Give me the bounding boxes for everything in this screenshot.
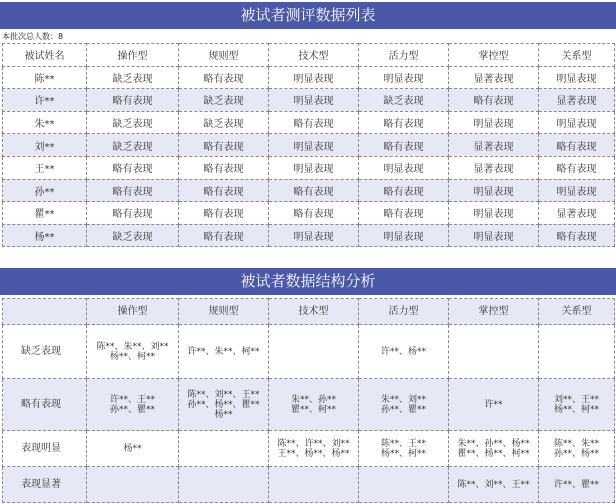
names-cell — [269, 467, 359, 503]
names-cell — [87, 325, 179, 379]
rating-cell: 缺乏表现 — [87, 111, 179, 134]
structure-analysis-title: 被试者数据结构分析 — [0, 268, 616, 295]
column-header: 技术型 — [269, 44, 359, 67]
table-row — [3, 134, 615, 157]
subject-name-cell: 刘** — [3, 134, 87, 157]
analysis-row — [3, 379, 615, 431]
structure-analysis-table — [2, 298, 615, 503]
level-label: 表现显著 — [3, 467, 87, 503]
rating-cell: 略有表现 — [359, 134, 449, 157]
rating-cell: 明显表现 — [449, 179, 539, 202]
subject-names: 杨**、柯** — [109, 351, 155, 362]
table-row — [3, 179, 615, 202]
rating-cell: 略有表现 — [269, 179, 359, 202]
subject-name-cell: 瞿** — [3, 202, 87, 225]
subject-names: 许**、杨** — [380, 346, 426, 357]
rating-cell: 略有表现 — [539, 134, 615, 157]
rating-cell: 略有表现 — [179, 179, 269, 202]
names-cell — [87, 431, 179, 467]
names-cell — [449, 467, 539, 503]
names-cell — [269, 325, 359, 379]
rating-cell: 明显表现 — [359, 66, 449, 89]
rating-cell: 缺乏表现 — [359, 89, 449, 112]
names-cell — [359, 379, 449, 431]
subject-names: 孙**、杨** — [553, 448, 599, 459]
rating-cell: 略有表现 — [449, 89, 539, 112]
column-header: 活力型 — [359, 44, 449, 67]
names-cell — [539, 467, 615, 503]
subject-names: 孙**、瞿** — [109, 404, 155, 415]
subject-name-cell: 许** — [3, 89, 87, 112]
column-header — [3, 299, 87, 325]
subject-names: 孙**、瞿** — [380, 404, 426, 415]
rating-cell: 略有表现 — [359, 202, 449, 225]
subject-names: 杨** — [123, 443, 142, 454]
names-cell — [539, 325, 615, 379]
table-row — [3, 156, 615, 179]
rating-cell: 明显表现 — [269, 134, 359, 157]
rating-cell: 略有表现 — [179, 66, 269, 89]
subject-names: 许**、王** — [109, 394, 155, 405]
table-row — [3, 224, 615, 247]
subject-names: 陈**、王** — [380, 438, 426, 449]
rating-cell: 略有表现 — [87, 202, 179, 225]
table-row — [3, 89, 615, 112]
analysis-row — [3, 325, 615, 379]
subject-names: 瞿**、柯** — [290, 404, 336, 415]
names-cell — [179, 325, 269, 379]
rating-cell: 显著表现 — [449, 134, 539, 157]
column-header: 关系型 — [539, 299, 615, 325]
rating-cell: 略有表现 — [539, 156, 615, 179]
rating-cell: 明显表现 — [449, 224, 539, 247]
names-cell — [179, 379, 269, 431]
names-cell — [449, 379, 539, 431]
table-row — [3, 111, 615, 134]
table-row — [3, 66, 615, 89]
column-header: 活力型 — [359, 299, 449, 325]
subject-name-cell: 王** — [3, 156, 87, 179]
names-cell — [449, 325, 539, 379]
rating-cell: 缺乏表现 — [87, 224, 179, 247]
rating-cell: 略有表现 — [359, 179, 449, 202]
rating-cell: 明显表现 — [449, 202, 539, 225]
total-count-label: 本批次总人数：8 — [2, 32, 64, 41]
rating-cell: 缺乏表现 — [87, 134, 179, 157]
rating-cell: 显著表现 — [449, 66, 539, 89]
analysis-row — [3, 431, 615, 467]
names-cell — [359, 431, 449, 467]
level-label: 缺乏表现 — [3, 325, 87, 379]
column-header: 关系型 — [539, 44, 615, 67]
names-cell — [359, 325, 449, 379]
rating-cell: 明显表现 — [539, 66, 615, 89]
rating-cell: 缺乏表现 — [87, 66, 179, 89]
subject-names: 杨** — [214, 409, 233, 420]
rating-cell: 略有表现 — [179, 202, 269, 225]
rating-cell: 略有表现 — [359, 111, 449, 134]
subject-names: 杨**、柯** — [553, 404, 599, 415]
names-cell — [179, 467, 269, 503]
evaluation-list-title: 被试者测评数据列表 — [0, 2, 616, 29]
analysis-row — [3, 467, 615, 503]
names-cell — [269, 431, 359, 467]
subject-names: 陈**、刘**、王** — [187, 389, 260, 400]
rating-cell: 显著表现 — [539, 202, 615, 225]
rating-cell: 略有表现 — [87, 89, 179, 112]
names-cell — [539, 379, 615, 431]
column-header: 技术型 — [269, 299, 359, 325]
rating-cell: 显著表现 — [539, 89, 615, 112]
level-label: 表现明显 — [3, 431, 87, 467]
names-cell — [449, 431, 539, 467]
subject-names: 许**、朱**、柯** — [187, 346, 260, 357]
names-cell — [87, 379, 179, 431]
rating-cell: 明显表现 — [359, 156, 449, 179]
column-header: 掌控型 — [449, 299, 539, 325]
column-header: 操作型 — [87, 299, 179, 325]
evaluation-data-table — [2, 43, 615, 247]
rating-cell: 略有表现 — [179, 156, 269, 179]
rating-cell: 略有表现 — [179, 224, 269, 247]
subject-names: 杨**、柯** — [380, 448, 426, 459]
subject-name-cell: 杨** — [3, 224, 87, 247]
rating-cell: 略有表现 — [269, 202, 359, 225]
rating-cell: 缺乏表现 — [179, 111, 269, 134]
table-row — [3, 202, 615, 225]
names-cell — [179, 431, 269, 467]
subject-names: 陈**、朱**、刘** — [96, 341, 169, 352]
subject-name-cell: 孙** — [3, 179, 87, 202]
rating-cell: 缺乏表现 — [179, 89, 269, 112]
rating-cell: 略有表现 — [87, 156, 179, 179]
rating-cell: 略有表现 — [179, 134, 269, 157]
names-cell — [359, 467, 449, 503]
subject-names: 朱**、刘** — [380, 394, 426, 405]
rating-cell: 明显表现 — [539, 111, 615, 134]
subject-names: 刘**、王** — [553, 394, 599, 405]
subject-names: 陈**、刘**、王** — [457, 479, 530, 490]
rating-cell: 明显表现 — [269, 66, 359, 89]
column-header: 操作型 — [87, 44, 179, 67]
subject-names: 陈**、朱** — [553, 438, 599, 449]
rating-cell: 略有表现 — [87, 179, 179, 202]
subject-name-cell: 朱** — [3, 111, 87, 134]
column-header: 掌控型 — [449, 44, 539, 67]
subject-names: 孙**、杨**、瞿** — [187, 399, 260, 410]
subject-names: 王**、杨**、杨** — [277, 448, 350, 459]
rating-cell: 显著表现 — [449, 156, 539, 179]
column-header: 被试姓名 — [3, 44, 87, 67]
subject-names: 陈**、许**、刘** — [277, 438, 350, 449]
analysis-header-row — [3, 299, 615, 325]
rating-cell: 明显表现 — [269, 156, 359, 179]
names-cell — [87, 467, 179, 503]
rating-cell: 略有表现 — [269, 111, 359, 134]
column-header: 规则型 — [179, 44, 269, 67]
column-header: 规则型 — [179, 299, 269, 325]
names-cell — [269, 379, 359, 431]
names-cell — [539, 431, 615, 467]
rating-cell: 明显表现 — [269, 224, 359, 247]
table-header-row — [3, 44, 615, 67]
rating-cell: 明显表现 — [269, 89, 359, 112]
rating-cell: 明显表现 — [539, 179, 615, 202]
subject-names: 瞿**、杨**、柯** — [457, 448, 530, 459]
subject-name-cell: 陈** — [3, 66, 87, 89]
rating-cell: 略有表现 — [539, 224, 615, 247]
subject-names: 许**、瞿** — [553, 479, 599, 490]
level-label: 略有表现 — [3, 379, 87, 431]
subject-names: 朱**、孙**、杨** — [457, 438, 530, 449]
subject-names: 朱**、孙** — [290, 394, 336, 405]
rating-cell: 明显表现 — [449, 111, 539, 134]
rating-cell: 明显表现 — [359, 224, 449, 247]
subject-names: 许** — [484, 399, 503, 410]
